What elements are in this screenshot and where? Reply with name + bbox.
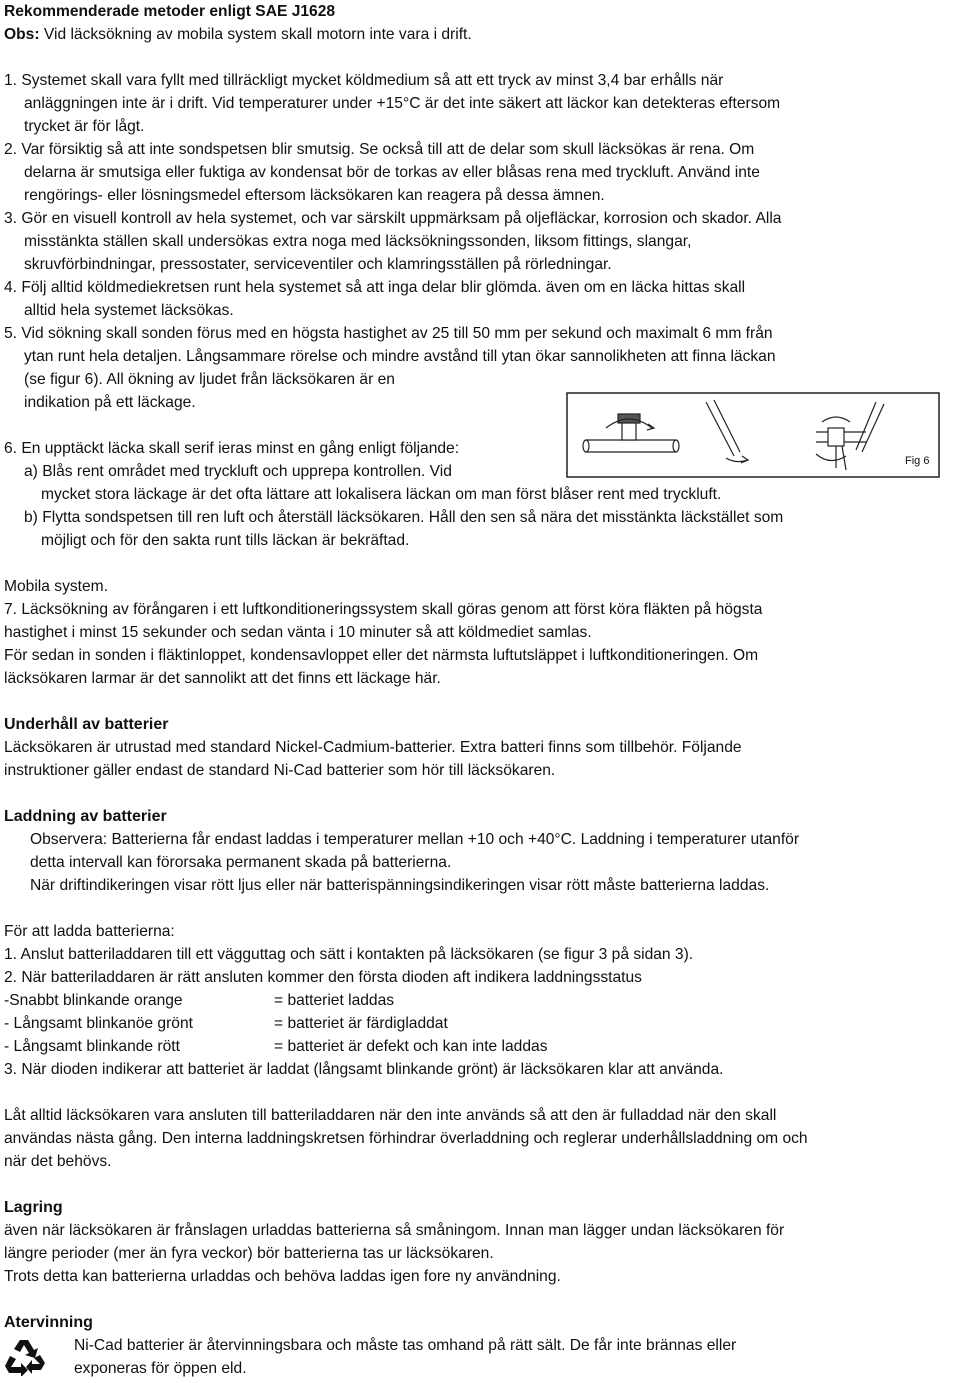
item-text: misstänkta ställen skall undersökas extra noga med läcksökningssonden, liksom fittings, slangar, xyxy=(24,233,692,250)
item-text: Gör en visuell kontroll av hela systemet, och var särskilt uppmärksam på oljefläckar, korrosion och skador. Alla xyxy=(21,210,782,227)
paragraph-line: 7. Läcksökning av förångaren i ett luftkonditioneringssystem skall göras genom att först köra fläkten på högsta xyxy=(4,601,763,618)
mobila-section xyxy=(4,575,956,690)
status-meaning: = batteriet är defekt och kan inte laddas xyxy=(274,1038,548,1055)
item-text: alltid hela systemet läcksökas. xyxy=(24,302,234,319)
step-line: När dioden indikerar att batteriet är laddat (långsamt blinkande grönt) är läcksökaren klar att använda. xyxy=(21,1061,724,1078)
item-number: b) xyxy=(24,509,38,526)
item-number: 3. xyxy=(4,1061,18,1078)
item-number: 1. xyxy=(4,72,18,89)
status-row xyxy=(4,989,956,1012)
page-title: Rekommenderade metoder enligt SAE J1628 xyxy=(4,3,336,20)
lagring-section xyxy=(4,1196,956,1288)
item-text: ytan runt hela detaljen. Långsammare rörelse och mindre avstånd till ytan ökar sannolikheten att finna läckan xyxy=(24,348,776,365)
item-number: a) xyxy=(24,463,38,480)
obs-label: Obs: xyxy=(4,26,40,43)
list-item-4 xyxy=(4,276,956,322)
probe-left-icon xyxy=(706,400,748,463)
item-text: rengörings- eller lösningsmedel eftersom läcksökaren kan reagera på dessa ämnen. xyxy=(24,187,605,204)
status-indicator: - Långsamt blinkanöe grönt xyxy=(4,1015,193,1032)
item-text: Flytta sondspetsen till ren luft och återställ läcksökaren. Håll den sen så nära det misstänkta läckstället som xyxy=(42,509,784,526)
paragraph-line: Läcksökaren är utrustad med standard Nickel-Cadmium-batterier. Extra batteri finns som tillbehör. Följande xyxy=(4,739,742,756)
paragraph-line: Observera: Batterierna får endast laddas i temperaturer mellan +10 och +40°C. Laddning i temperaturer utanför xyxy=(30,831,800,848)
paragraph-line: För att ladda batterierna: xyxy=(4,923,175,940)
paragraph-line: detta intervall kan förorsaka permanent skada på batterierna. xyxy=(30,854,452,871)
item-text: möjligt och för den sakta runt tills läckan är bekräftad. xyxy=(41,532,410,549)
paragraph-line: även när läcksökaren är frånslagen urladdas batterierna så småningom. Innan man lägger undan läcksökaren för xyxy=(4,1222,785,1239)
paragraph-line: instruktioner gäller endast de standard Ni-Cad batterier som hör till läcksökaren. xyxy=(4,762,556,779)
status-indicator: - Långsamt blinkande rött xyxy=(4,1038,180,1055)
paragraph-line: exponeras för öppen eld. xyxy=(74,1360,247,1377)
section-heading: Lagring xyxy=(4,1199,63,1216)
item-text: trycket är för lågt. xyxy=(24,118,145,135)
item-text: (se figur 6). All ökning av ljudet från läcksökaren är en xyxy=(24,371,395,388)
list-item-3 xyxy=(4,207,956,276)
item-number: 4. xyxy=(4,279,18,296)
obs-text: Vid läcksökning av mobila system skall motorn inte vara i drift. xyxy=(39,26,472,43)
list-item-1 xyxy=(4,69,956,138)
probe-right-icon xyxy=(856,402,884,452)
atervinning-section xyxy=(4,1311,956,1380)
valve-icon xyxy=(606,414,654,440)
section-heading: Mobila system. xyxy=(4,578,108,595)
item-text: Följ alltid köldmediekretsen runt hela systemet så att inga delar blir glömda. även om en läcka hittas skall xyxy=(21,279,746,296)
paragraph-line: Låt alltid läcksökaren vara ansluten till batteriladdaren när den inte används så att den är fulladdad när den skall xyxy=(4,1107,777,1124)
status-meaning: = batteriet är färdigladdat xyxy=(274,1015,448,1032)
document-page xyxy=(4,0,956,1380)
paragraph-line: läcksökaren larmar är det sannolikt att det finns ett läckage här. xyxy=(4,670,441,687)
section-heading: Laddning av batterier xyxy=(4,808,167,825)
item-text: Systemet skall vara fyllt med tillräckligt mycket köldmedium så att ett tryck av minst 3,4 bar erhålls när xyxy=(21,72,724,89)
pipe-left-icon xyxy=(583,440,679,452)
paragraph-line: För sedan in sonden i fläktinloppet, kondensavloppet eller det närmsta luftutsläppet i luftkonditioneringen. Om xyxy=(4,647,759,664)
paragraph-line: användas nästa gång. Den interna laddningskretsen förhindrar överladdning och reglerar underhållsladdning om och xyxy=(4,1130,808,1147)
item-number: 3. xyxy=(4,210,18,227)
paragraph-line: när det behövs. xyxy=(4,1153,112,1170)
leak-detection-figure xyxy=(566,392,940,478)
item-number: 2. xyxy=(4,141,18,158)
item-number: 5. xyxy=(4,325,18,342)
paragraph-line: När driftindikeringen visar rött ljus eller när batterispänningsindikeringen visar rött måste batterierna laddas. xyxy=(30,877,770,894)
item-text: Blås rent området med tryckluft och upprepa kontrollen. Vid xyxy=(42,463,452,480)
underhall-section xyxy=(4,713,956,782)
paragraph-line: längre perioder (mer än fyra veckor) bör batterierna tas ur läcksökaren. xyxy=(4,1245,494,1262)
laddning-section xyxy=(4,805,956,1173)
item-text: anläggningen inte är i drift. Vid temperaturer under +15°C är det inte säkert att läckor kan detekteras eftersom xyxy=(24,95,781,112)
paragraph-line: hastighet i minst 15 sekunder och sedan vänta i 10 minuter så att köldmediet samlas. xyxy=(4,624,592,641)
status-indicator: -Snabbt blinkande orange xyxy=(4,992,183,1009)
item-text: Vid sökning skall sonden förus med en högsta hastighet av 25 till 50 mm per sekund och maximalt 6 mm från xyxy=(21,325,773,342)
status-row xyxy=(4,1035,956,1058)
list-item-2 xyxy=(4,138,956,207)
step-line: 1. Anslut batteriladdaren till ett vägguttag och sätt i kontakten på läcksökaren (se figur 3 på sidan 3). xyxy=(4,946,694,963)
item-text: indikation på ett läckage. xyxy=(24,394,196,411)
status-row xyxy=(4,1012,956,1035)
step-line: 2. När batteriladdaren är rätt ansluten kommer den första dioden aft indikera laddningsstatus xyxy=(4,969,642,986)
paragraph-line: Trots detta kan batterierna urladdas och behöva laddas igen fore ny användning. xyxy=(4,1268,561,1285)
item-text: 6. En upptäckt läcka skall serif ieras minst en gång enligt följande: xyxy=(4,440,460,457)
item-text: mycket stora läckage är det ofta lättare att lokalisera läckan om man först blåser rent med tryckluft. xyxy=(41,486,722,503)
obs-note xyxy=(4,23,956,46)
recycle-icon xyxy=(4,1336,48,1376)
item-text: Var försiktig så att inte sondspetsen blir smutsig. Se också till att de delar som skull läcksökas är rena. Om xyxy=(21,141,755,158)
item-text: delarna är smutsiga eller fuktiga av kondensat bör de torkas av eller blåsas rena med tryckluft. Använd inte xyxy=(24,164,760,181)
paragraph-line: Ni-Cad batterier är återvinningsbara och måste tas omhand på rätt sält. De får inte brännas eller xyxy=(74,1337,737,1354)
section-heading: Atervinning xyxy=(4,1314,93,1331)
figure-label: Fig 6 xyxy=(905,455,930,467)
status-meaning: = batteriet laddas xyxy=(274,992,395,1009)
item-text: skruvförbindningar, pressostater, serviceventiler och klamringsställen på rörledningar. xyxy=(24,256,612,273)
section-heading: Underhåll av batterier xyxy=(4,716,169,733)
